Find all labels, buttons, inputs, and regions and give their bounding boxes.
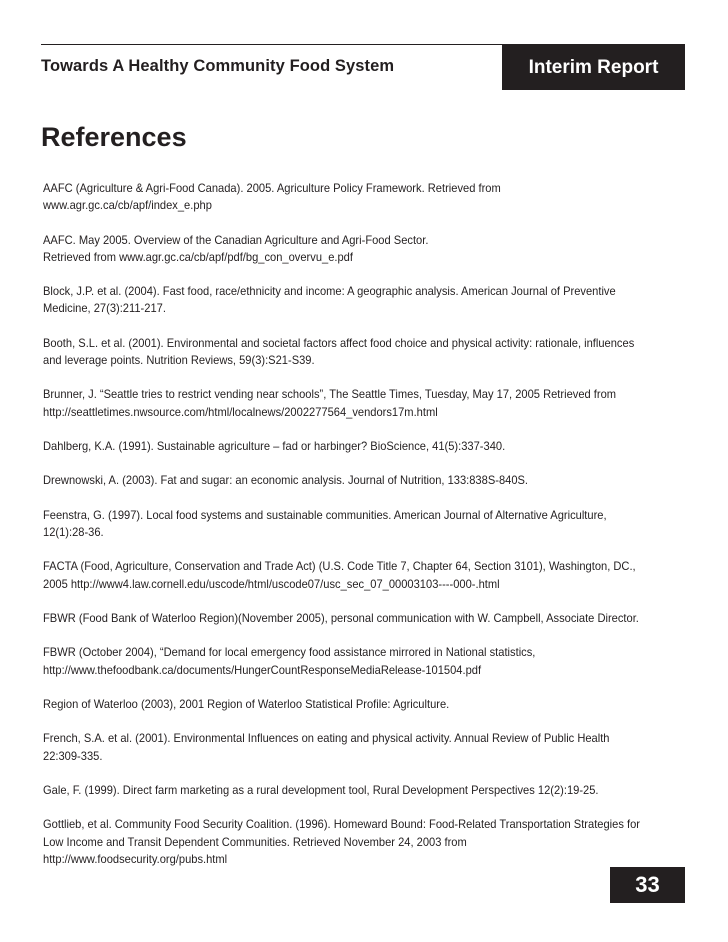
interim-report-badge: Interim Report: [502, 44, 685, 90]
reference-line: Dahlberg, K.A. (1991). Sustainable agriculture – fad or harbinger? BioScience, 41(5):337-340.: [43, 439, 506, 453]
reference-line: AAFC (Agriculture & Agri-Food Canada). 2005. Agriculture Policy Framework. Retrieved from: [43, 182, 501, 195]
section-heading: References: [41, 122, 187, 152]
reference-entry: [43, 180, 682, 214]
reference-line: Feenstra, G. (1997). Local food systems and sustainable communities. American Journal of Alternative Agriculture,: [43, 508, 607, 522]
reference-line: www.agr.gc.ca/cb/apf/index_e.php: [43, 199, 212, 213]
reference-entry: [43, 283, 682, 317]
reference-line: 22:309-335.: [43, 749, 103, 763]
reference-entry: [43, 386, 682, 420]
reference-line: Region of Waterloo (2003), 2001 Region of Waterloo Statistical Profile: Agriculture.: [43, 697, 450, 711]
reference-line: http://www.foodsecurity.org/pubs.html: [43, 852, 228, 866]
reference-entry: [43, 335, 682, 369]
reference-line: FACTA (Food, Agriculture, Conservation and Trade Act) (U.S. Code Title 7, Chapter 64, Section 3101), Washington, DC.,: [43, 560, 636, 574]
reference-line: 12(1):28-36.: [43, 525, 104, 539]
reference-line: Gale, F. (1999). Direct farm marketing as a rural development tool, Rural Development Perspectives 12(2):19-25.: [43, 783, 599, 797]
reference-list: [43, 180, 683, 885]
reference-line: Low Income and Transit Dependent Communities. Retrieved November 24, 2003 from: [43, 835, 467, 849]
reference-entry: [43, 730, 682, 764]
reference-entry: [43, 696, 682, 713]
reference-entry: [43, 644, 682, 678]
reference-entry: [43, 782, 682, 799]
reference-entry: [43, 507, 682, 541]
reference-line: AAFC. May 2005. Overview of the Canadian Agriculture and Agri-Food Sector.: [43, 233, 429, 247]
reference-entry: [43, 472, 682, 489]
reference-line: 2005 http://www4.law.cornell.edu/uscode/html/uscode07/usc_sec_07_00003103----000-.html: [43, 577, 500, 591]
reference-line: and leverage points. Nutrition Reviews, 59(3):S21-S39.: [43, 353, 315, 367]
reference-entry: [43, 610, 682, 627]
reference-line: FBWR (October 2004), “Demand for local emergency food assistance mirrored in National statistics,: [43, 646, 536, 660]
reference-line: French, S.A. et al. (2001). Environmental Influences on eating and physical activity. Annual Review of Public Health: [43, 732, 610, 746]
reference-line: http://seattletimes.nwsource.com/html/localnews/2002277564_vendors17m.html: [43, 405, 438, 419]
page-number: 33: [610, 867, 685, 903]
reference-line: Booth, S.L. et al. (2001). Environmental and societal factors affect food choice and physical activity: rationale, influences: [43, 336, 635, 350]
reference-line: Block, J.P. et al. (2004). Fast food, race/ethnicity and income: A geographic analysis. American Journal of Preventive: [43, 285, 616, 299]
reference-line: Retrieved from www.agr.gc.ca/cb/apf/pdf/bg_con_overvu_e.pdf: [43, 250, 353, 264]
reference-line: Gottlieb, et al. Community Food Security Coalition. (1996). Homeward Bound: Food-Related Transportation Strategies for: [43, 818, 640, 832]
reference-entry: [43, 558, 682, 592]
reference-line: FBWR (Food Bank of Waterloo Region)(November 2005), personal communication with W. Campbell, Associate Director.: [43, 611, 639, 625]
reference-line: http://www.thefoodbank.ca/documents/HungerCountResponseMediaRelease-101504.pdf: [43, 663, 482, 677]
reference-line: Drewnowski, A. (2003). Fat and sugar: an economic analysis. Journal of Nutrition, 133:838S-840S.: [43, 474, 529, 488]
reference-entry: [43, 816, 682, 868]
document-title: Towards A Healthy Community Food System: [41, 56, 395, 75]
reference-line: Medicine, 27(3):211-217.: [43, 302, 166, 316]
reference-entry: [43, 232, 682, 266]
reference-line: Brunner, J. “Seattle tries to restrict vending near schools”, The Seattle Times, Tuesday, May 17, 2005 Retrieved from: [43, 388, 617, 402]
reference-entry: [43, 438, 682, 455]
